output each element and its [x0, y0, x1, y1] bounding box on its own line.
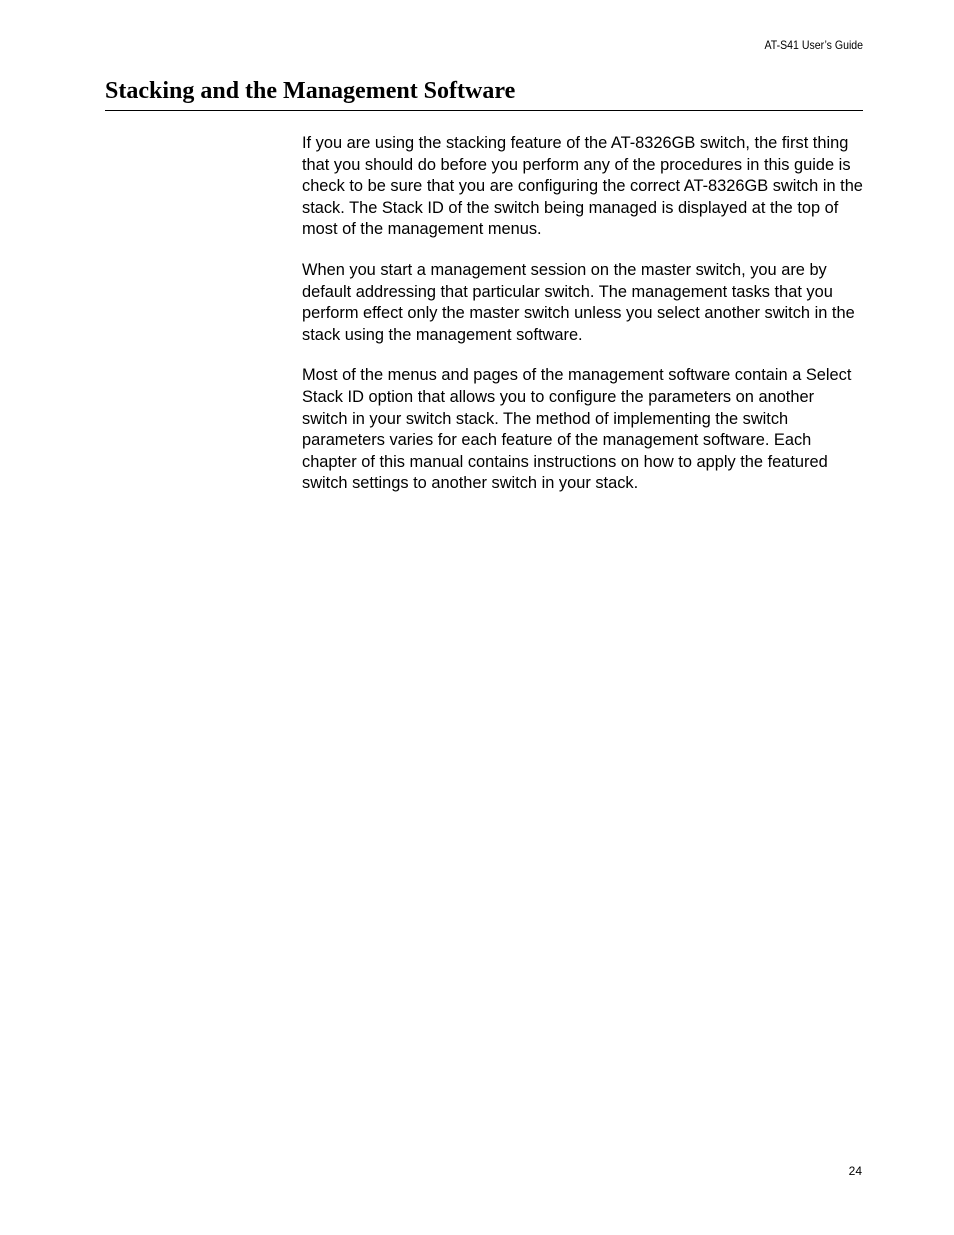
paragraph-3: Most of the menus and pages of the management software contain a Select Stack ID option that allows you to configure the parameters on another switch in your switch stack. The method of implementing the switch parameters varies for each feature of the management software. Each chapter of this manual contains instructions on how to apply the featured switch settings to another switch in your stack.: [302, 366, 852, 493]
running-header: AT-S41 User’s Guide: [764, 38, 863, 52]
section-title: Stacking and the Management Software: [105, 76, 863, 111]
paragraph-2: When you start a management session on the master switch, you are by default addressing that particular switch. The management tasks that you perform effect only the master switch unless you select another switch in the stack using the management software.: [302, 260, 855, 344]
paragraph-1: If you are using the stacking feature of the AT-8326GB switch, the first thing that you should do before you perform any of the procedures in this guide is check to be sure that you are configuring the correct AT-8326GB switch in the stack. The Stack ID of the switch being managed is displayed at the top of most of the management menus.: [302, 134, 863, 239]
body-text: [302, 133, 864, 514]
page-number: 24: [848, 1164, 862, 1178]
